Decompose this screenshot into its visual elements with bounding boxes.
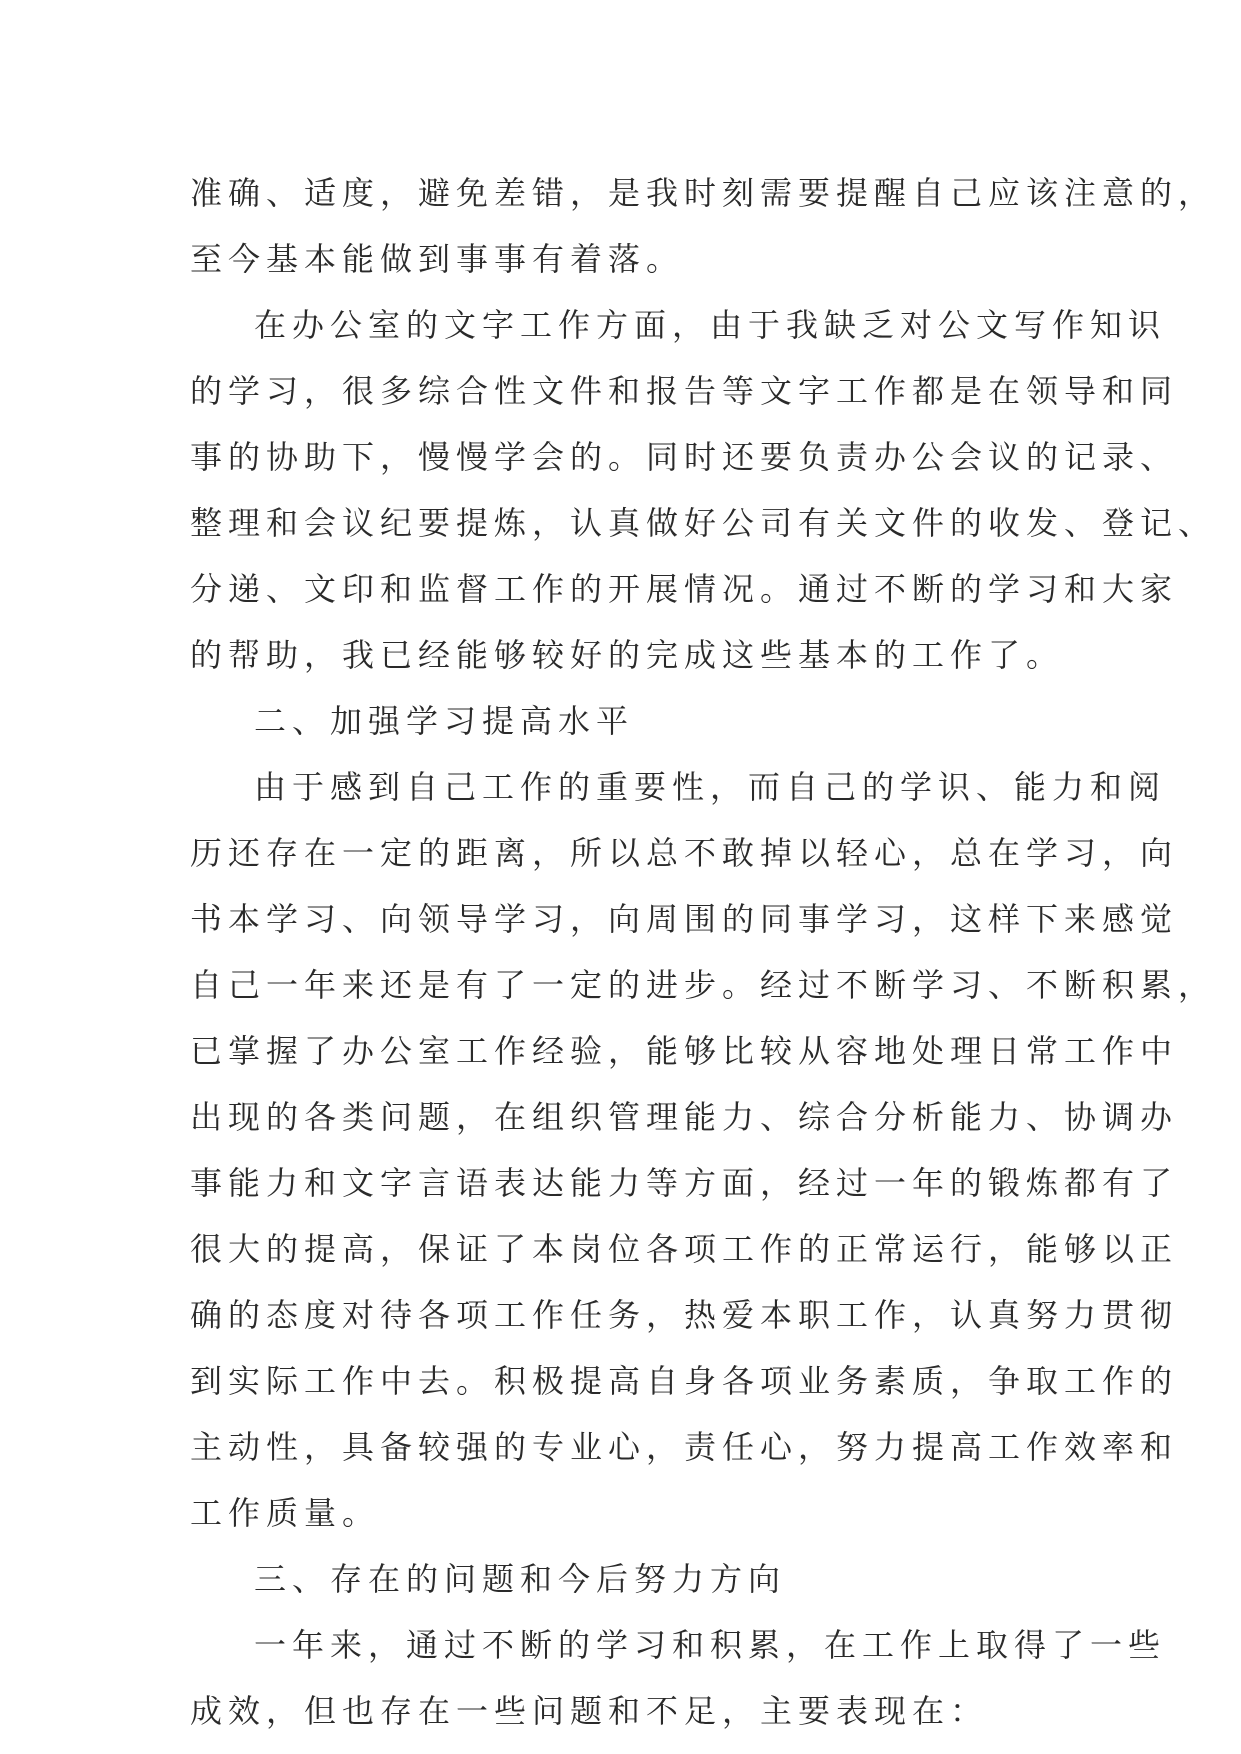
text-line: 一年来，通过不断的学习和积累，在工作上取得了一些 [254, 1626, 1167, 1664]
text-line: 在办公室的文字工作方面，由于我缺乏对公文写作知识 [254, 306, 1167, 344]
text-line: 历还存在一定的距离，所以总不敢掉以轻心，总在学习，向 [190, 834, 1179, 872]
text-line: 自己一年来还是有了一定的进步。经过不断学习、不断积累， [190, 966, 1217, 1004]
text-line: 事能力和文字言语表达能力等方面，经过一年的锻炼都有了 [190, 1164, 1179, 1202]
text-line: 出现的各类问题，在组织管理能力、综合分析能力、协调办 [190, 1098, 1179, 1136]
document-body [190, 160, 1217, 1744]
text-line: 准确、适度，避免差错，是我时刻需要提醒自己应该注意的， [190, 174, 1217, 212]
text-line: 由于感到自己工作的重要性，而自己的学识、能力和阅 [254, 768, 1167, 806]
text-line: 整理和会议纪要提炼，认真做好公司有关文件的收发、登记、 [190, 504, 1217, 542]
text-line: 书本学习、向领导学习，向周围的同事学习，这样下来感觉 [190, 900, 1179, 938]
text-line: 到实际工作中去。积极提高自身各项业务素质，争取工作的 [190, 1362, 1179, 1400]
text-line: 很大的提高，保证了本岗位各项工作的正常运行，能够以正 [190, 1230, 1179, 1268]
text-line: 的学习，很多综合性文件和报告等文字工作都是在领导和同 [190, 372, 1179, 410]
text-line: 至今基本能做到事事有着落。 [190, 240, 685, 278]
text-line: 主动性，具备较强的专业心，责任心，努力提高工作效率和 [190, 1428, 1179, 1466]
text-line: 确的态度对待各项工作任务，热爱本职工作，认真努力贯彻 [190, 1296, 1179, 1334]
text-line: 事的协助下，慢慢学会的。同时还要负责办公会议的记录、 [190, 438, 1179, 476]
text-line: 的帮助，我已经能够较好的完成这些基本的工作了。 [190, 636, 1065, 674]
text-line: 已掌握了办公室工作经验，能够比较从容地处理日常工作中 [190, 1032, 1179, 1070]
text-line: 二、加强学习提高水平 [254, 702, 635, 740]
text-line: 分递、文印和监督工作的开展情况。通过不断的学习和大家 [190, 570, 1179, 608]
text-line: 工作质量。 [190, 1494, 381, 1532]
text-line: 三、存在的问题和今后努力方向 [254, 1560, 787, 1598]
text-line: 成效，但也存在一些问题和不足，主要表现在： [190, 1692, 989, 1730]
